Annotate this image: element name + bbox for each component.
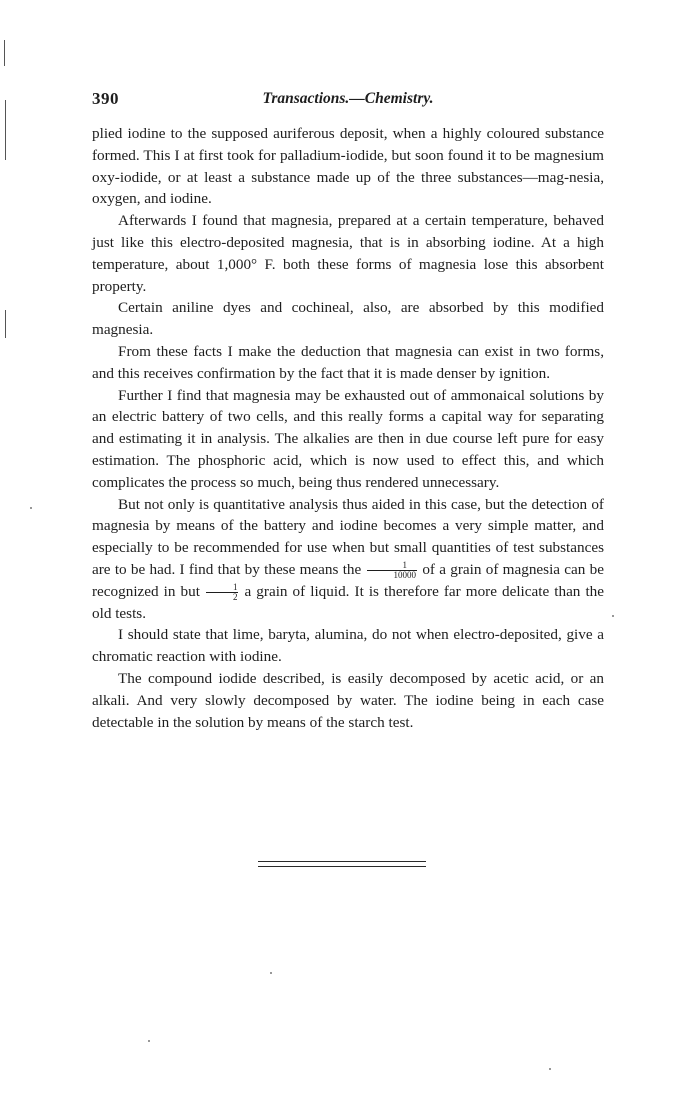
running-head: Transactions.—Chemistry.	[262, 90, 434, 107]
fraction-2-numerator: 1	[206, 583, 239, 593]
scan-mark-left-2	[5, 100, 6, 160]
scan-mark-left-3	[5, 310, 6, 338]
paragraph-4: From these facts I make the deduction that magnesia can exist in two forms, and this receives confirmation by the fact that it is made denser by ignition.	[92, 342, 604, 382]
page-number: 390	[92, 89, 119, 108]
page-header	[92, 89, 604, 113]
fraction-one-half	[206, 583, 239, 602]
scan-speck-3	[270, 972, 272, 974]
scan-speck-1	[612, 615, 614, 617]
scan-speck-4	[549, 1068, 551, 1070]
fraction-one-ten-thousandth	[367, 561, 418, 580]
paragraph-8: The compound iodide described, is easily decomposed by acetic acid, or an alkali. And very slowly decomposed by water. The iodine being in each case detectable in the solution by means of the starch test.	[92, 669, 604, 731]
paragraph-7: I should state that lime, baryta, alumina, do not when electro-deposited, give a chromatic reaction with iodine.	[92, 626, 604, 666]
paragraph-5: Further I find that magnesia may be exhausted out of ammonaical solutions by an electric battery of two cells, and this really forms a capital way for separating and estimating it in analysis. The alkalies are then in due course left pure for easy estimation. The phosphoric acid, which is now used to effect this, and which complicates the process so much, being thus rendered unnecessary.	[92, 386, 604, 491]
scan-speck-2	[30, 507, 32, 509]
paragraph-6-part-1: But not only is quantitative analysis thus aided in this case, but the detection of magnesia by means of the battery and iodine becomes a very simple matter, and especially to be recommended for use when but small quantities of test substances are to be had. I find that by these means the	[92, 495, 604, 578]
scan-mark-left-1	[4, 40, 5, 66]
section-end-rule-bottom	[258, 866, 426, 867]
paragraph-2: Afterwards I found that magnesia, prepared at a certain temperature, behaved just like this electro-deposited magnesia, that is in absorbing iodine. At a high temperature, about 1,000° F. both these forms of magnesia lose this absorbent property.	[92, 212, 604, 295]
paragraph-6-part-3: a grain of liquid. It is therefore far more delicate than the old tests.	[92, 582, 604, 622]
section-end-rule-top	[258, 861, 426, 862]
body-text	[92, 123, 604, 733]
paragraph-3: Certain aniline dyes and cochineal, also, are absorbed by this modified magnesia.	[92, 299, 604, 339]
scan-speck-5	[148, 1040, 150, 1042]
fraction-2-denominator: 2	[232, 591, 238, 602]
fraction-1-numerator: 1	[367, 561, 418, 571]
paragraph-6-part-2: of a grain of magnesia can be recognized in but	[92, 560, 604, 600]
paragraph-6	[92, 494, 604, 625]
fraction-1-denominator: 10000	[393, 569, 417, 580]
paragraph-1: plied iodine to the supposed auriferous deposit, when a highly coloured substance formed. This I at first took for palladium-iodide, but soon found it to be magnesium oxy-iodide, or at least a substance made up of the three substances—mag-nesia, oxygen, and iodine.	[92, 125, 604, 208]
